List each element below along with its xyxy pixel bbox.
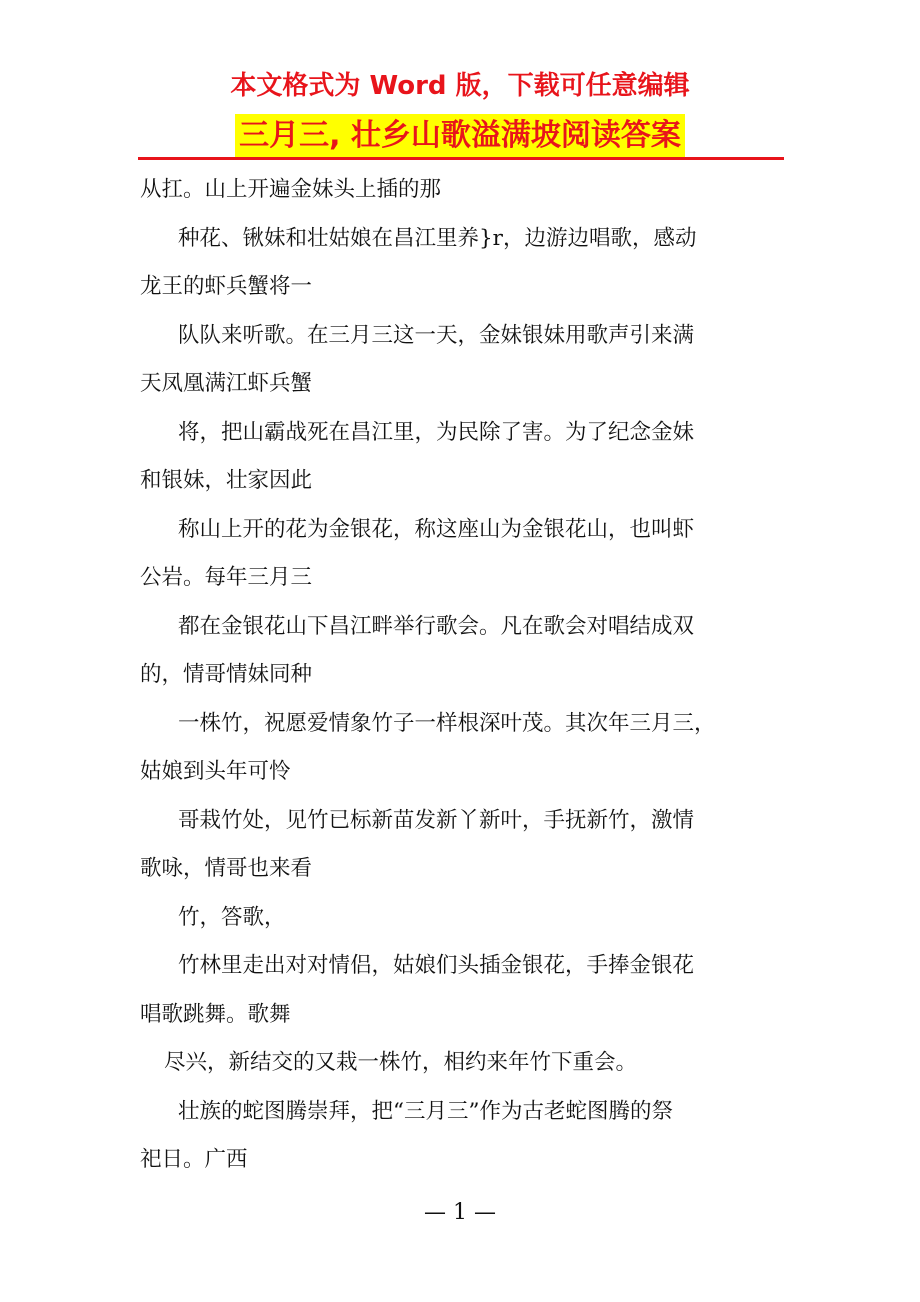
- body-line: 队队来听歌。在三月三这一天，金妹银妹用歌声引来满: [178, 322, 695, 348]
- body-line: 一株竹，祝愿爱情象竹子一样根深叶茂。其次年三月三，: [178, 710, 716, 736]
- body-line: 和银妹，壮家因此: [140, 468, 313, 493]
- body-line: 将，把山霸战死在昌江里，为民除了害。为了纪念金妹: [178, 419, 695, 445]
- body-line: 竹，答歌，: [178, 904, 286, 930]
- document-title-block: [0, 114, 920, 162]
- article-body: [140, 166, 780, 1185]
- download-notice: 本文格式为 Word 版，下载可任意编辑: [230, 71, 690, 101]
- body-line: 龙王的虾兵蟹将一: [140, 274, 313, 299]
- body-line: 从扛。山上开遍金妹头上插的那: [140, 177, 442, 202]
- body-line: 尽兴，新结交的又栽一株竹，相约来年竹下重会。: [164, 1050, 638, 1075]
- body-line: 壮族的蛇图腾崇拜，把“三月三”作为古老蛇图腾的祭: [178, 1098, 673, 1124]
- body-line: 姑娘到头年可怜: [140, 759, 291, 784]
- body-line: 公岩。每年三月三: [140, 565, 313, 590]
- document-title: 三月三, 壮乡山歌溢满坡阅读答案: [235, 114, 685, 158]
- body-line: 竹林里走出对对情侣，姑娘们头插金银花，手捧金银花: [178, 953, 695, 978]
- body-line: 唱歌跳舞。歌舞: [140, 1001, 291, 1027]
- body-line: 天凤凰满江虾兵蟹: [140, 371, 313, 396]
- body-line: 的，情哥情妹同种: [140, 662, 313, 687]
- body-line: 歌咏，情哥也来看: [140, 856, 313, 881]
- page-number: — 1 —: [424, 1200, 496, 1225]
- title-divider: [138, 157, 784, 160]
- body-line: 哥栽竹处，见竹已标新苗发新丫新叶，手抚新竹，激情: [178, 807, 695, 833]
- body-line: 称山上开的花为金银花，称这座山为金银花山，也叫虾: [178, 516, 695, 542]
- body-line: 都在金银花山下昌江畔举行歌会。凡在歌会对唱结成双: [178, 613, 695, 639]
- body-line: 种花、锹妹和壮姑娘在昌江里养}r，边游边唱歌，感动: [178, 225, 697, 251]
- body-line: 祀日。广西: [140, 1147, 248, 1172]
